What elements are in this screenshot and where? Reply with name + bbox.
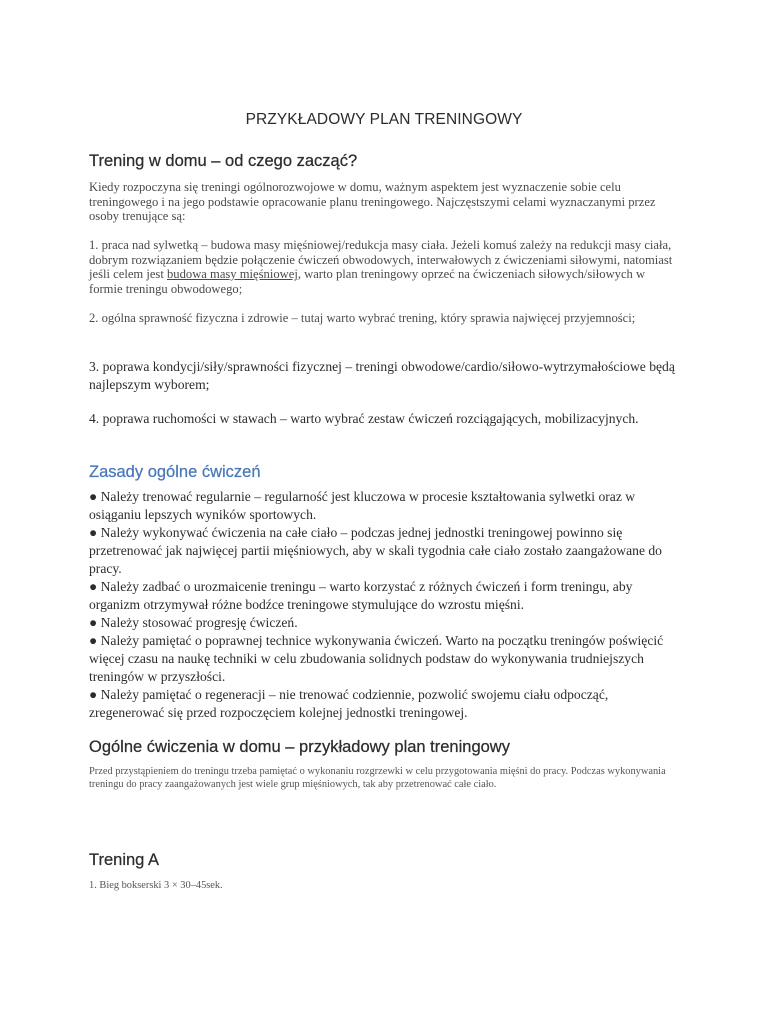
rule-item: ● Należy zadbać o urozmaicenie treningu – warto korzystać z różnych ćwiczeń i form treningu, aby organizm otrzymywał różne bodźce treningowe stymulujące do wzrostu mięśni.	[89, 579, 633, 612]
document-title: PRZYKŁADOWY PLAN TRENINGOWY	[245, 111, 523, 128]
goal-4-paragraph: 4. poprawa ruchomości w stawach – warto wybrać zestaw ćwiczeń rozciągających, mobilizacyjnych.	[89, 411, 639, 426]
section-heading-plan: Ogólne ćwiczenia w domu – przykładowy plan treningowy	[89, 738, 510, 756]
plan-intro-paragraph: Przed przystąpieniem do treningu trzeba pamiętać o wykonaniu rozgrzewki w celu przygotowania mięśni do pracy. Podczas wykonywania treningu do pracy zaangażowanych jest wiele grup mięśniowych, tak aby przetrenować całe ciało.	[89, 766, 666, 790]
goal-2-paragraph: 2. ogólna sprawność fizyczna i zdrowie – tutaj warto wybrać trening, który sprawia najwięcej przyjemności;	[89, 311, 636, 325]
goal-1-text-end: , warto plan treningowy oprzeć na ćwiczeniach siłowych/siłowych w formie treningu obwodowego;	[89, 267, 646, 296]
section-heading-zasady: Zasady ogólne ćwiczeń	[89, 463, 261, 481]
rules-list	[89, 488, 679, 722]
rule-item: ● Należy pamiętać o regeneracji – nie trenować codziennie, pozwolić swojemu ciału odpocząć, zregenerować się przed rozpoczęciem kolejnej jednostki treningowej.	[89, 687, 609, 720]
goal-1-text-start: 1. praca nad sylwetką – budowa masy mięśniowej/redukcja masy ciała. Jeżeli komuś zależy na redukcji masy ciała, dobrym rozwiązaniem będzie połączenie ćwiczeń obwodowych, interwałowych z ćwiczeniami siłowymi, natomiast jeśli celem jest	[89, 238, 673, 282]
rule-item: ● Należy pamiętać o poprawnej technice wykonywania ćwiczeń. Warto na początku treningów poświęcić więcej czasu na naukę techniki w celu zbudowania solidnych podstaw do wykonywania trudniejszych treningów w przyszłości.	[89, 633, 664, 684]
intro-paragraph: Kiedy rozpoczyna się treningi ogólnorozwojowe w domu, ważnym aspektem jest wyznaczenie sobie celu treningowego i na jego podstawie opracowanie planu treningowego. Najczęstszymi celami wyznaczanymi przez osoby trenujące są:	[89, 180, 656, 224]
rule-item: ● Należy trenować regularnie – regularność jest kluczowa w procesie kształtowania sylwetki oraz w osiąganiu lepszych wyników sportowych.	[89, 489, 636, 522]
section-heading-trening-a: Trening A	[89, 851, 160, 869]
goal-1-paragraph	[89, 238, 679, 296]
rule-item: ● Należy wykonywać ćwiczenia na całe ciało – podczas jednej jednostki treningowej powinno się przetrenować jak najwięcej partii mięśniowych, aby w skali tygodnia całe ciało zostało zaangażowane do pracy.	[89, 525, 662, 576]
section-heading-trening-w-domu: Trening w domu – od czego zacząć?	[89, 152, 358, 170]
goal-3-paragraph: 3. poprawa kondycji/siły/sprawności fizycznej – treningi obwodowe/cardio/siłowo-wytrzymałościowe będą najlepszym wyborem;	[89, 359, 675, 392]
training-a-item-1: 1. Bieg bokserski 3 × 30–45sek.	[89, 880, 223, 891]
muscle-mass-link[interactable]: budowa masy mięśniowej	[167, 267, 298, 282]
rule-item: ● Należy stosować progresję ćwiczeń.	[89, 615, 298, 630]
